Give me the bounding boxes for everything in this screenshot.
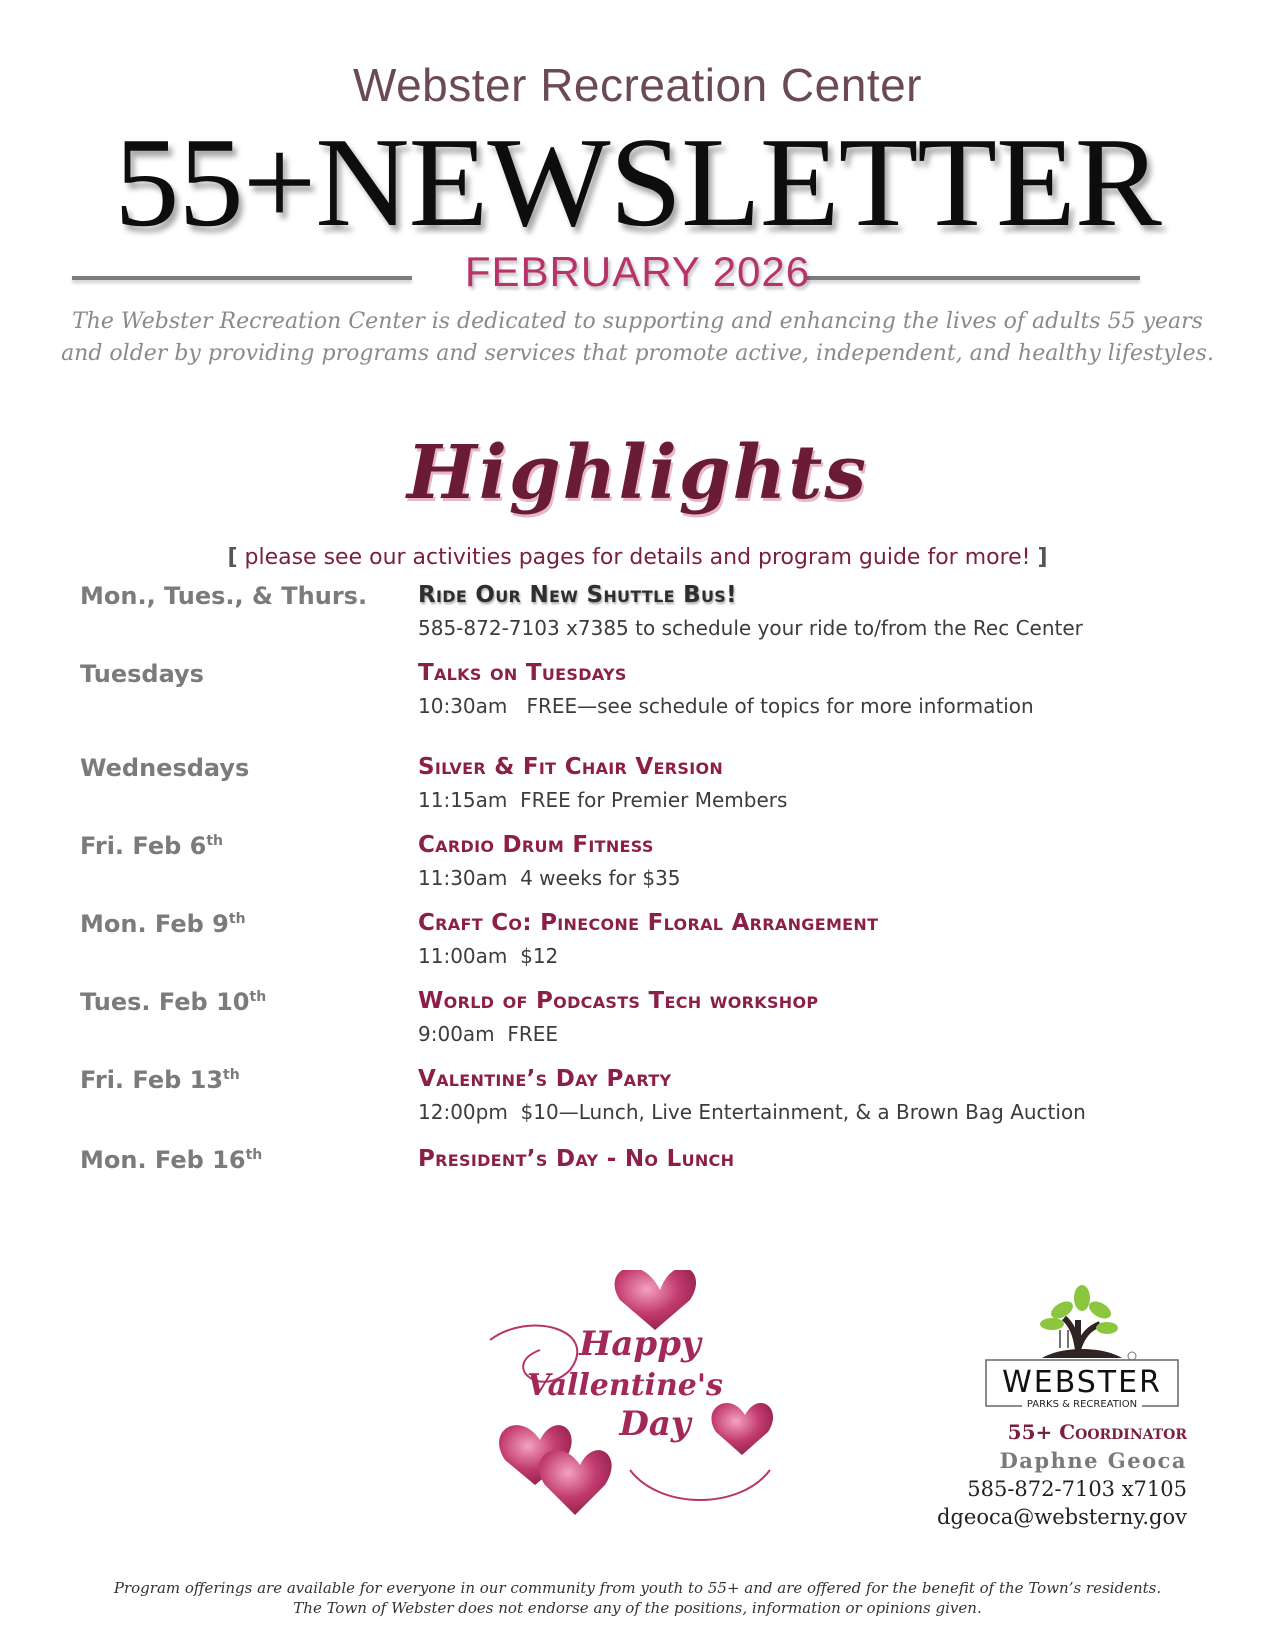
organization-name: Webster Recreation Center [352, 59, 922, 111]
contact-name: Daphne Geoca [999, 1448, 1187, 1473]
bracket-open: [ [227, 545, 238, 570]
event-day: Fri. Feb 6th [80, 832, 223, 860]
tree-icon [982, 1280, 1182, 1410]
contact-email[interactable]: dgeoca@websterny.gov [937, 1505, 1187, 1529]
event-title: President’s Day - No Lunch [418, 1146, 735, 1172]
svg-text:Day: Day [619, 1404, 691, 1444]
bracket-close: ] [1037, 545, 1048, 570]
footer-line-1: Program offerings are available for everyone in our community from youth to 55+ and are offered for the benefit of the Town’s residents. [113, 1579, 1162, 1597]
valentine-graphic [480, 1270, 790, 1530]
event-day: Mon. Feb 9th [80, 910, 246, 938]
event-title: Cardio Drum Fitness [418, 832, 654, 858]
mission-statement: The Webster Recreation Center is dedicated to supporting and enhancing the lives of adults 55 years and older by providing programs and services that promote active, independent, and healthy lifestyles. [61, 309, 1214, 366]
event-detail: 9:00am FREE [418, 1022, 559, 1046]
event-title: Craft Co: Pinecone Floral Arrangement [418, 910, 879, 936]
event-title: World of Podcasts Tech workshop [418, 988, 819, 1014]
svg-text:WEBSTER: WEBSTER [1002, 1365, 1162, 1400]
event-day: Tues. Feb 10th [80, 988, 267, 1016]
contact-role: 55+ Coordinator [1007, 1420, 1187, 1444]
contact-phone: 585-872-7103 x7105 [967, 1477, 1187, 1501]
event-detail: 11:30am 4 weeks for $35 [418, 866, 681, 890]
event-day: Fri. Feb 13th [80, 1066, 240, 1094]
svg-text:PARKS & RECREATION: PARKS & RECREATION [1026, 1399, 1138, 1410]
newsletter-title: 55+NEWSLETTER [114, 111, 1161, 253]
note-text: please see our activities pages for details and program guide for more! [237, 545, 1038, 570]
event-title: Valentine’s Day Party [418, 1066, 672, 1092]
svg-text:Happy: Happy [579, 1324, 701, 1364]
event-detail: 12:00pm $10—Lunch, Live Entertainment, & a Brown Bag Auction [418, 1100, 1086, 1124]
event-day: Mon., Tues., & Thurs. [80, 582, 368, 610]
event-day: Wednesdays [80, 754, 250, 782]
event-detail: 11:00am $12 [418, 944, 559, 968]
event-detail: 11:15am FREE for Premier Members [418, 788, 788, 812]
svg-text:Vallentine's: Vallentine's [527, 1368, 723, 1403]
event-title: Ride Our New Shuttle Bus! [418, 582, 737, 608]
event-day: Mon. Feb 16th [80, 1146, 263, 1174]
event-detail: 585-872-7103 x7385 to schedule your ride to/from the Rec Center [418, 616, 1083, 640]
event-detail: 10:30am FREE—see schedule of topics for more information [418, 694, 1034, 718]
footer-disclaimer [40, 1578, 1235, 1618]
hearts-icon [480, 1270, 790, 1530]
footer-line-2: The Town of Webster does not endorse any of the positions, information or opinions given. [293, 1599, 982, 1617]
event-title: Talks on Tuesdays [418, 660, 627, 686]
highlights-note [0, 545, 1275, 570]
highlights-heading: Highlights [406, 430, 869, 516]
coordinator-contact [937, 1420, 1187, 1529]
event-day: Tuesdays [80, 660, 204, 688]
webster-logo [982, 1280, 1182, 1414]
issue-month: FEBRUARY 2026 [464, 248, 811, 295]
event-title: Silver & Fit Chair Version [418, 754, 724, 780]
